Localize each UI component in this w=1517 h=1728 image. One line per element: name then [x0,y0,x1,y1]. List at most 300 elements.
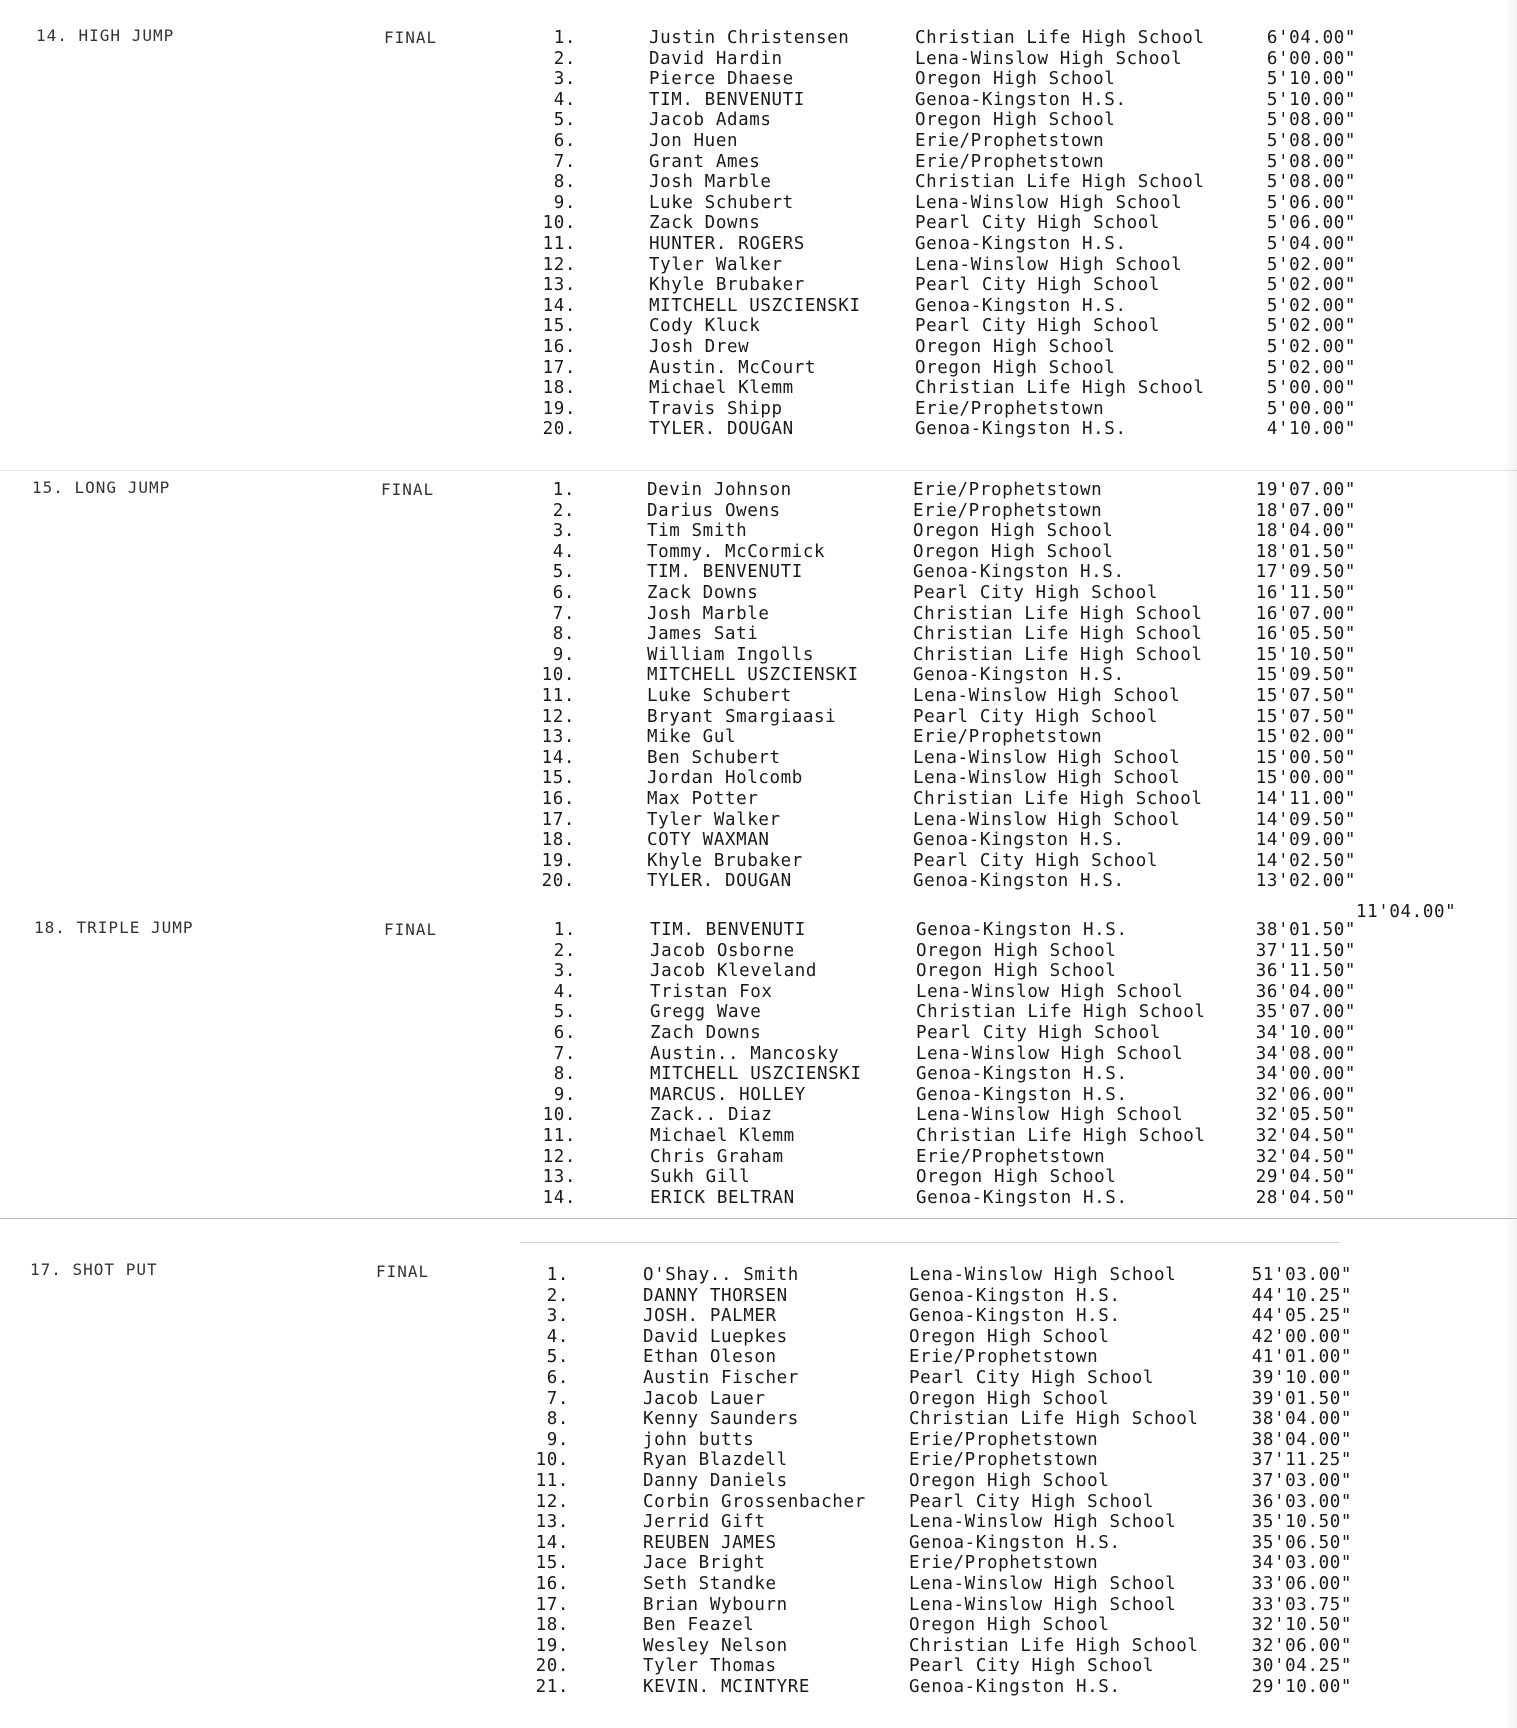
result-place: 20. [542,419,576,440]
result-mark: 15'00.50" [1255,747,1356,768]
result-row [0,1002,1517,1023]
school-name: Christian Life High School [915,172,1205,193]
cut-off-mark: 11'04.00" [1356,902,1457,922]
result-row [0,28,1517,49]
school-name: Erie/Prophetstown [909,1450,1099,1471]
result-row [0,665,1517,686]
school-name: Genoa-Kingston H.S. [909,1676,1121,1697]
result-row [0,871,1517,892]
result-mark: 15'00.00" [1255,768,1356,789]
result-row [0,234,1517,255]
athlete-name: Michael Klemm [650,1125,795,1146]
result-mark: 32'06.00" [1255,1084,1356,1105]
result-row [0,1147,1517,1168]
athlete-name: Khyle Brubaker [649,275,805,296]
result-place: 11. [542,233,576,254]
result-row [0,296,1517,317]
school-name: Lena-Winslow High School [909,1594,1177,1615]
result-place: 11. [542,1125,576,1146]
result-place: 13. [542,1167,576,1188]
event-title: 15. LONG JUMP [32,478,171,497]
school-name: Lena-Winslow High School [916,1105,1184,1126]
result-row [0,1553,1517,1574]
school-name: Oregon High School [915,110,1116,131]
school-name: Christian Life High School [915,28,1205,48]
result-mark: 33'03.75" [1251,1594,1352,1615]
school-name: Genoa-Kingston H.S. [916,1084,1128,1105]
athlete-name: Jace Bright [643,1553,766,1574]
school-name: Oregon High School [913,541,1114,562]
result-row [0,521,1517,542]
result-place: 5. [553,110,576,131]
result-place: 19. [541,850,575,871]
athlete-name: Jacob Adams [649,110,772,131]
result-place: 4. [546,1326,569,1347]
school-name: Pearl City High School [913,850,1158,871]
athlete-name: Ben Schubert [647,747,781,768]
result-mark: 5'02.00" [1266,357,1356,378]
athlete-name: Danny Daniels [643,1470,788,1491]
athlete-name: Tim Smith [647,521,748,542]
result-place: 11. [535,1470,569,1491]
result-place: 5. [552,562,575,583]
athlete-name: COTY WAXMAN [647,830,770,851]
result-row [0,982,1517,1003]
athlete-name: Corbin Grossenbacher [643,1491,866,1512]
result-place: 2. [546,1285,569,1306]
result-row [0,172,1517,193]
result-mark: 39'10.00" [1251,1367,1352,1388]
result-mark: 32'04.50" [1255,1125,1356,1146]
result-mark: 5'10.00" [1266,69,1356,90]
athlete-name: Devin Johnson [647,480,792,500]
athlete-name: MITCHELL USZCIENSKI [650,1064,862,1085]
athlete-name: TIM. BENVENUTI [650,920,806,940]
result-row [0,1409,1517,1430]
result-row [0,604,1517,625]
result-place: 14. [535,1532,569,1553]
result-row [0,1306,1517,1327]
result-row [0,961,1517,982]
school-name: Lena-Winslow High School [909,1573,1177,1594]
result-place: 9. [553,1084,576,1105]
event-round: FINAL [384,920,438,939]
result-row [0,707,1517,728]
school-name: Oregon High School [909,1615,1110,1636]
result-place: 7. [553,1043,576,1064]
results-list [0,920,1517,1208]
athlete-name: Khyle Brubaker [647,850,803,871]
result-row [0,1265,1517,1286]
school-name: Genoa-Kingston H.S. [909,1306,1121,1327]
school-name: Genoa-Kingston H.S. [909,1532,1121,1553]
school-name: Genoa-Kingston H.S. [915,419,1127,440]
result-row [0,501,1517,522]
results-list [0,480,1517,892]
result-place: 14. [542,1187,576,1208]
result-mark: 44'05.25" [1251,1306,1352,1327]
result-mark: 6'04.00" [1266,28,1356,48]
result-mark: 29'10.00" [1251,1676,1352,1697]
result-place: 12. [541,706,575,727]
result-place: 6. [546,1367,569,1388]
result-place: 4. [552,541,575,562]
results-list [0,28,1517,440]
school-name: Erie/Prophetstown [913,727,1103,748]
result-row [0,542,1517,563]
school-name: Lena-Winslow High School [915,254,1183,275]
result-place: 7. [546,1388,569,1409]
result-place: 9. [546,1429,569,1450]
result-place: 20. [535,1656,569,1677]
athlete-name: Zack Downs [647,582,759,603]
result-mark: 32'04.50" [1255,1146,1356,1167]
result-place: 13. [542,275,576,296]
athlete-name: Austin. McCourt [649,357,817,378]
athlete-name: Travis Shipp [649,398,783,419]
result-mark: 6'00.00" [1266,48,1356,69]
school-name: Oregon High School [909,1326,1110,1347]
result-row [0,193,1517,214]
result-place: 1. [553,28,576,48]
result-place: 14. [541,747,575,768]
athlete-name: David Luepkes [643,1326,788,1347]
athlete-name: Ben Feazel [643,1615,755,1636]
result-mark: 5'00.00" [1266,378,1356,399]
school-name: Pearl City High School [909,1491,1154,1512]
result-mark: 34'03.00" [1251,1553,1352,1574]
school-name: Lena-Winslow High School [913,809,1181,830]
school-name: Christian Life High School [916,1002,1206,1023]
result-mark: 34'08.00" [1255,1043,1356,1064]
result-row [0,1023,1517,1044]
school-name: Pearl City High School [913,706,1158,727]
athlete-name: MITCHELL USZCIENSKI [649,295,861,316]
school-name: Oregon High School [916,961,1117,982]
result-mark: 33'06.00" [1251,1573,1352,1594]
result-place: 3. [552,521,575,542]
result-mark: 5'08.00" [1266,172,1356,193]
result-mark: 32'10.50" [1251,1615,1352,1636]
school-name: Lena-Winslow High School [909,1265,1177,1285]
athlete-name: MITCHELL USZCIENSKI [647,665,859,686]
result-row [0,1105,1517,1126]
result-mark: 36'04.00" [1255,981,1356,1002]
result-row [0,748,1517,769]
result-mark: 28'04.50" [1255,1187,1356,1208]
school-name: Erie/Prophetstown [915,130,1105,151]
result-row [0,1533,1517,1554]
result-place: 16. [542,336,576,357]
page-edge [1503,0,1517,1728]
athlete-name: Jerrid Gift [643,1512,766,1533]
result-row [0,255,1517,276]
result-mark: 37'11.50" [1255,940,1356,961]
result-row [0,1286,1517,1307]
result-row [0,727,1517,748]
result-place: 1. [553,920,576,940]
result-place: 10. [542,213,576,234]
school-name: Christian Life High School [909,1635,1199,1656]
result-row [0,1471,1517,1492]
result-mark: 42'00.00" [1251,1326,1352,1347]
result-place: 17. [535,1594,569,1615]
school-name: Pearl City High School [916,1022,1161,1043]
athlete-name: Cody Kluck [649,316,761,337]
school-name: Erie/Prophetstown [916,1146,1106,1167]
result-mark: 17'09.50" [1255,562,1356,583]
result-mark: 5'02.00" [1266,254,1356,275]
athlete-name: Pierce Dhaese [649,69,794,90]
result-row [0,1188,1517,1209]
athlete-name: Jordan Holcomb [647,768,803,789]
result-mark: 15'02.00" [1255,727,1356,748]
result-place: 18. [542,378,576,399]
athlete-name: JOSH. PALMER [643,1306,777,1327]
result-row [0,358,1517,379]
result-mark: 15'09.50" [1255,665,1356,686]
school-name: Erie/Prophetstown [913,480,1103,500]
school-name: Erie/Prophetstown [913,500,1103,521]
result-mark: 36'11.50" [1255,961,1356,982]
athlete-name: Tyler Thomas [643,1656,777,1677]
result-mark: 34'10.00" [1255,1022,1356,1043]
event-round: FINAL [381,480,435,499]
result-place: 2. [552,500,575,521]
result-place: 15. [535,1553,569,1574]
result-row [0,399,1517,420]
school-name: Genoa-Kingston H.S. [915,295,1127,316]
school-name: Genoa-Kingston H.S. [916,1187,1128,1208]
result-place: 3. [553,961,576,982]
athlete-name: O'Shay.. Smith [643,1265,799,1285]
result-row [0,90,1517,111]
result-row [0,1347,1517,1368]
athlete-name: Brian Wybourn [643,1594,788,1615]
result-mark: 5'02.00" [1266,275,1356,296]
result-mark: 18'01.50" [1255,541,1356,562]
result-row [0,1512,1517,1533]
athlete-name: Tyler Walker [649,254,783,275]
athlete-name: Mike Gul [647,727,737,748]
result-place: 18. [541,830,575,851]
result-place: 6. [552,582,575,603]
result-mark: 32'05.50" [1255,1105,1356,1126]
result-row [0,1492,1517,1513]
result-mark: 39'01.50" [1251,1388,1352,1409]
athlete-name: Ryan Blazdell [643,1450,788,1471]
athlete-name: Jacob Kleveland [650,961,818,982]
result-place: 15. [541,768,575,789]
result-row [0,624,1517,645]
result-mark: 16'07.00" [1255,603,1356,624]
result-mark: 35'10.50" [1251,1512,1352,1533]
result-row [0,1430,1517,1451]
athlete-name: KEVIN. MCINTYRE [643,1676,811,1697]
result-mark: 16'11.50" [1255,582,1356,603]
athlete-name: TIM. BENVENUTI [649,89,805,110]
result-mark: 18'07.00" [1255,500,1356,521]
athlete-name: Justin Christensen [649,28,850,48]
athlete-name: Wesley Nelson [643,1635,788,1656]
result-place: 1. [546,1265,569,1285]
result-mark: 15'07.50" [1255,706,1356,727]
athlete-name: TIM. BENVENUTI [647,562,803,583]
result-row [0,810,1517,831]
result-mark: 44'10.25" [1251,1285,1352,1306]
school-name: Pearl City High School [909,1656,1154,1677]
result-row [0,480,1517,501]
athlete-name: TYLER. DOUGAN [647,871,792,892]
result-row [0,69,1517,90]
school-name: Lena-Winslow High School [916,1043,1184,1064]
school-name: Genoa-Kingston H.S. [915,233,1127,254]
school-name: Genoa-Kingston H.S. [913,562,1125,583]
athlete-name: Jacob Lauer [643,1388,766,1409]
school-name: Pearl City High School [915,275,1160,296]
result-place: 17. [541,809,575,830]
result-row [0,1327,1517,1348]
result-row [0,789,1517,810]
athlete-name: TYLER. DOUGAN [649,419,794,440]
result-row [0,920,1517,941]
athlete-name: Seth Standke [643,1573,777,1594]
school-name: Erie/Prophetstown [909,1347,1099,1368]
result-row [0,110,1517,131]
result-mark: 37'03.00" [1251,1470,1352,1491]
athlete-name: Luke Schubert [647,685,792,706]
school-name: Oregon High School [915,69,1116,90]
result-row [0,851,1517,872]
result-mark: 5'08.00" [1266,110,1356,131]
athlete-name: Ethan Oleson [643,1347,777,1368]
result-mark: 15'07.50" [1255,685,1356,706]
result-mark: 5'02.00" [1266,336,1356,357]
result-row [0,583,1517,604]
result-row [0,49,1517,70]
athlete-name: William Ingolls [647,644,815,665]
athlete-name: Zack Downs [649,213,761,234]
result-row [0,768,1517,789]
result-place: 10. [542,1105,576,1126]
result-place: 20. [541,871,575,892]
school-name: Christian Life High School [915,378,1205,399]
result-mark: 5'06.00" [1266,213,1356,234]
result-place: 19. [535,1635,569,1656]
school-name: Pearl City High School [909,1367,1154,1388]
athlete-name: Zack.. Diaz [650,1105,773,1126]
school-name: Erie/Prophetstown [909,1553,1099,1574]
result-place: 1. [552,480,575,500]
result-place: 10. [541,665,575,686]
school-name: Oregon High School [916,1167,1117,1188]
athlete-name: REUBEN JAMES [643,1532,777,1553]
event-title: 18. TRIPLE JUMP [34,918,194,937]
result-place: 6. [553,130,576,151]
result-mark: 18'04.00" [1255,521,1356,542]
result-mark: 14'09.50" [1255,809,1356,830]
school-name: Pearl City High School [915,213,1160,234]
athlete-name: David Hardin [649,48,783,69]
athlete-name: Chris Graham [650,1146,784,1167]
result-place: 11. [541,685,575,706]
result-place: 5. [553,1002,576,1023]
athlete-name: Kenny Saunders [643,1409,799,1430]
school-name: Lena-Winslow High School [915,192,1183,213]
athlete-name: Jon Huen [649,130,739,151]
event-round: FINAL [376,1262,430,1281]
result-row [0,131,1517,152]
result-row [0,275,1517,296]
school-name: Christian Life High School [913,624,1203,645]
result-row [0,213,1517,234]
school-name: Genoa-Kingston H.S. [913,830,1125,851]
result-place: 8. [553,172,576,193]
result-mark: 5'08.00" [1266,130,1356,151]
school-name: Erie/Prophetstown [915,398,1105,419]
result-place: 7. [553,151,576,172]
athlete-name: Tyler Walker [647,809,781,830]
athlete-name: Josh Marble [649,172,772,193]
result-row [0,1450,1517,1471]
result-mark: 19'07.00" [1255,480,1356,500]
athlete-name: Max Potter [647,788,759,809]
athlete-name: Jacob Osborne [650,940,795,961]
event-round: FINAL [384,28,438,47]
result-place: 21. [535,1676,569,1697]
result-place: 2. [553,940,576,961]
athlete-name: john butts [643,1429,755,1450]
section-divider [0,470,1517,471]
school-name: Genoa-Kingston H.S. [916,920,1128,940]
athlete-name: Gregg Wave [650,1002,762,1023]
result-mark: 30'04.25" [1251,1656,1352,1677]
school-name: Lena-Winslow High School [915,48,1183,69]
athlete-name: James Sati [647,624,759,645]
result-row [0,941,1517,962]
school-name: Oregon High School [915,357,1116,378]
result-mark: 51'03.00" [1251,1265,1352,1285]
school-name: Oregon High School [913,521,1114,542]
result-row [0,1677,1517,1698]
result-mark: 5'10.00" [1266,89,1356,110]
section-divider [0,1218,1517,1219]
athlete-name: Austin Fischer [643,1367,799,1388]
school-name: Pearl City High School [913,582,1158,603]
school-name: Lena-Winslow High School [909,1512,1177,1533]
result-place: 4. [553,981,576,1002]
school-name: Christian Life High School [913,788,1203,809]
result-place: 9. [552,644,575,665]
school-name: Oregon High School [916,940,1117,961]
result-mark: 14'11.00" [1255,788,1356,809]
result-row [0,1595,1517,1616]
result-mark: 5'02.00" [1266,316,1356,337]
result-row [0,316,1517,337]
result-place: 12. [542,1146,576,1167]
result-place: 4. [553,89,576,110]
result-row [0,686,1517,707]
section-divider [520,1242,1340,1243]
athlete-name: Darius Owens [647,500,781,521]
athlete-name: Josh Marble [647,603,770,624]
school-name: Erie/Prophetstown [909,1429,1099,1450]
result-row [0,1085,1517,1106]
result-row [0,1167,1517,1188]
result-place: 15. [542,316,576,337]
result-row [0,1064,1517,1085]
athlete-name: Michael Klemm [649,378,794,399]
